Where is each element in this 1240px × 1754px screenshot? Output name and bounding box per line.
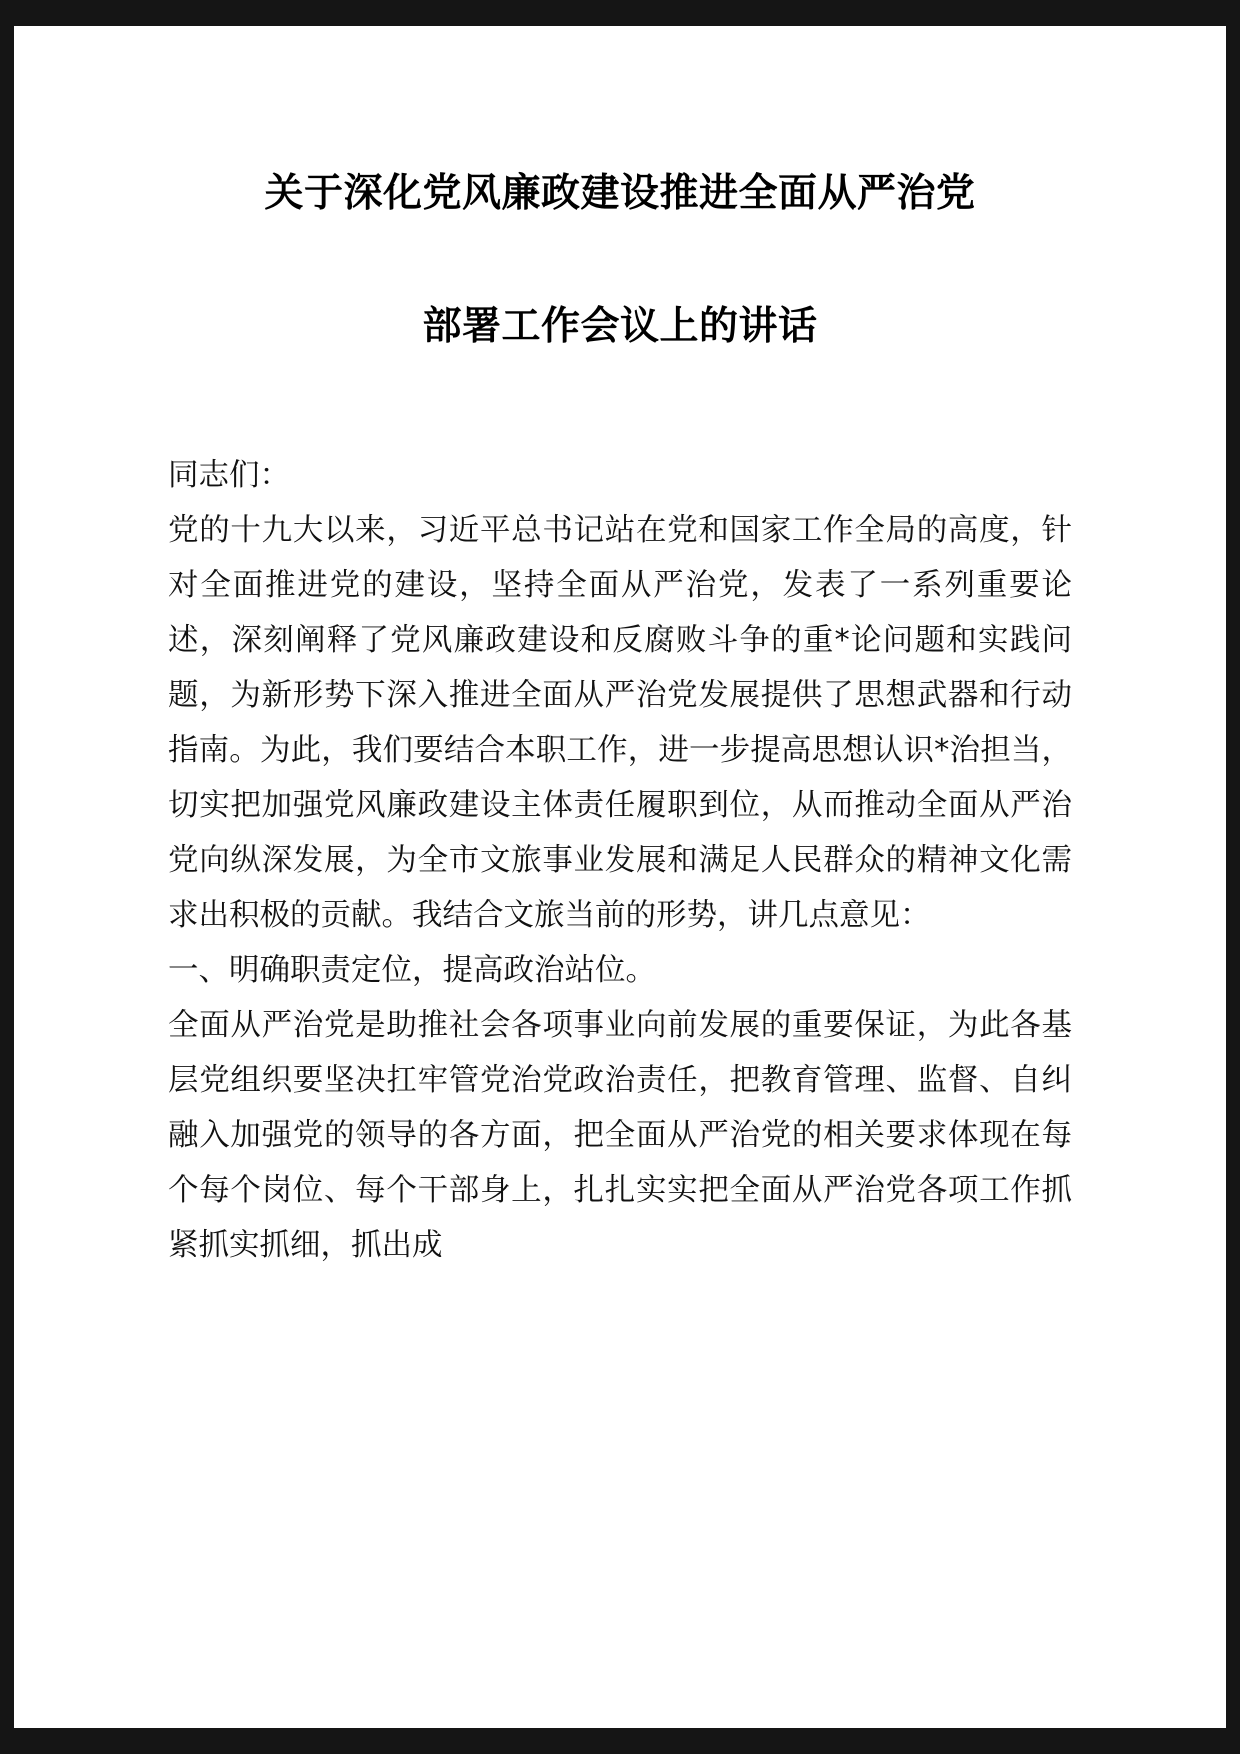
scan-edge-band-left — [0, 0, 14, 1754]
scan-edge-band-bottom — [0, 1728, 1240, 1754]
document-title — [168, 171, 1072, 349]
document-title-line-2: 部署工作会议上的讲话 — [422, 303, 818, 349]
document-content — [168, 40, 1072, 1714]
document-title-line-1: 关于深化党风廉政建设推进全面从严治党 — [264, 171, 976, 216]
paragraph-section-one-heading: 一、明确职责定位，提高政治站位。 — [168, 952, 656, 988]
paragraph-section-one-body: 全面从严治党是助推社会各项事业向前发展的重要保证，为此各基层党组织要坚决扛牢管党治党政治责任，把教育管理、监督、自纠融入加强党的领导的各方面，把全面从严治党的相关要求体现在每个每个岗位、每个干部身上，扎扎实实把全面从严治党各项工作抓紧抓实抓细，抓出成 — [168, 1007, 1072, 1263]
paragraph-intro: 党的十九大以来，习近平总书记站在党和国家工作全局的高度，针对全面推进党的建设，坚持全面从严治党，发表了一系列重要论述，深刻阐释了党风廉政建设和反腐败斗争的重*论问题和实践问题，为新形势下深入推进全面从严治党发展提供了思想武器和行动指南。为此，我们要结合本职工作，进一步提高思想认识*治担当，切实把加强党风廉政建设主体责任履职到位，从而推动全面从严治党向纵深发展，为全市文旅事业发展和满足人民群众的精神文化需求出积极的贡献。我结合文旅当前的形势，讲几点意见： — [168, 512, 1072, 933]
scan-edge-band-top — [0, 0, 1240, 26]
scan-edge-band-right — [1226, 0, 1240, 1754]
document-body — [168, 448, 1072, 1273]
paragraph-salutation: 同志们： — [168, 457, 290, 493]
